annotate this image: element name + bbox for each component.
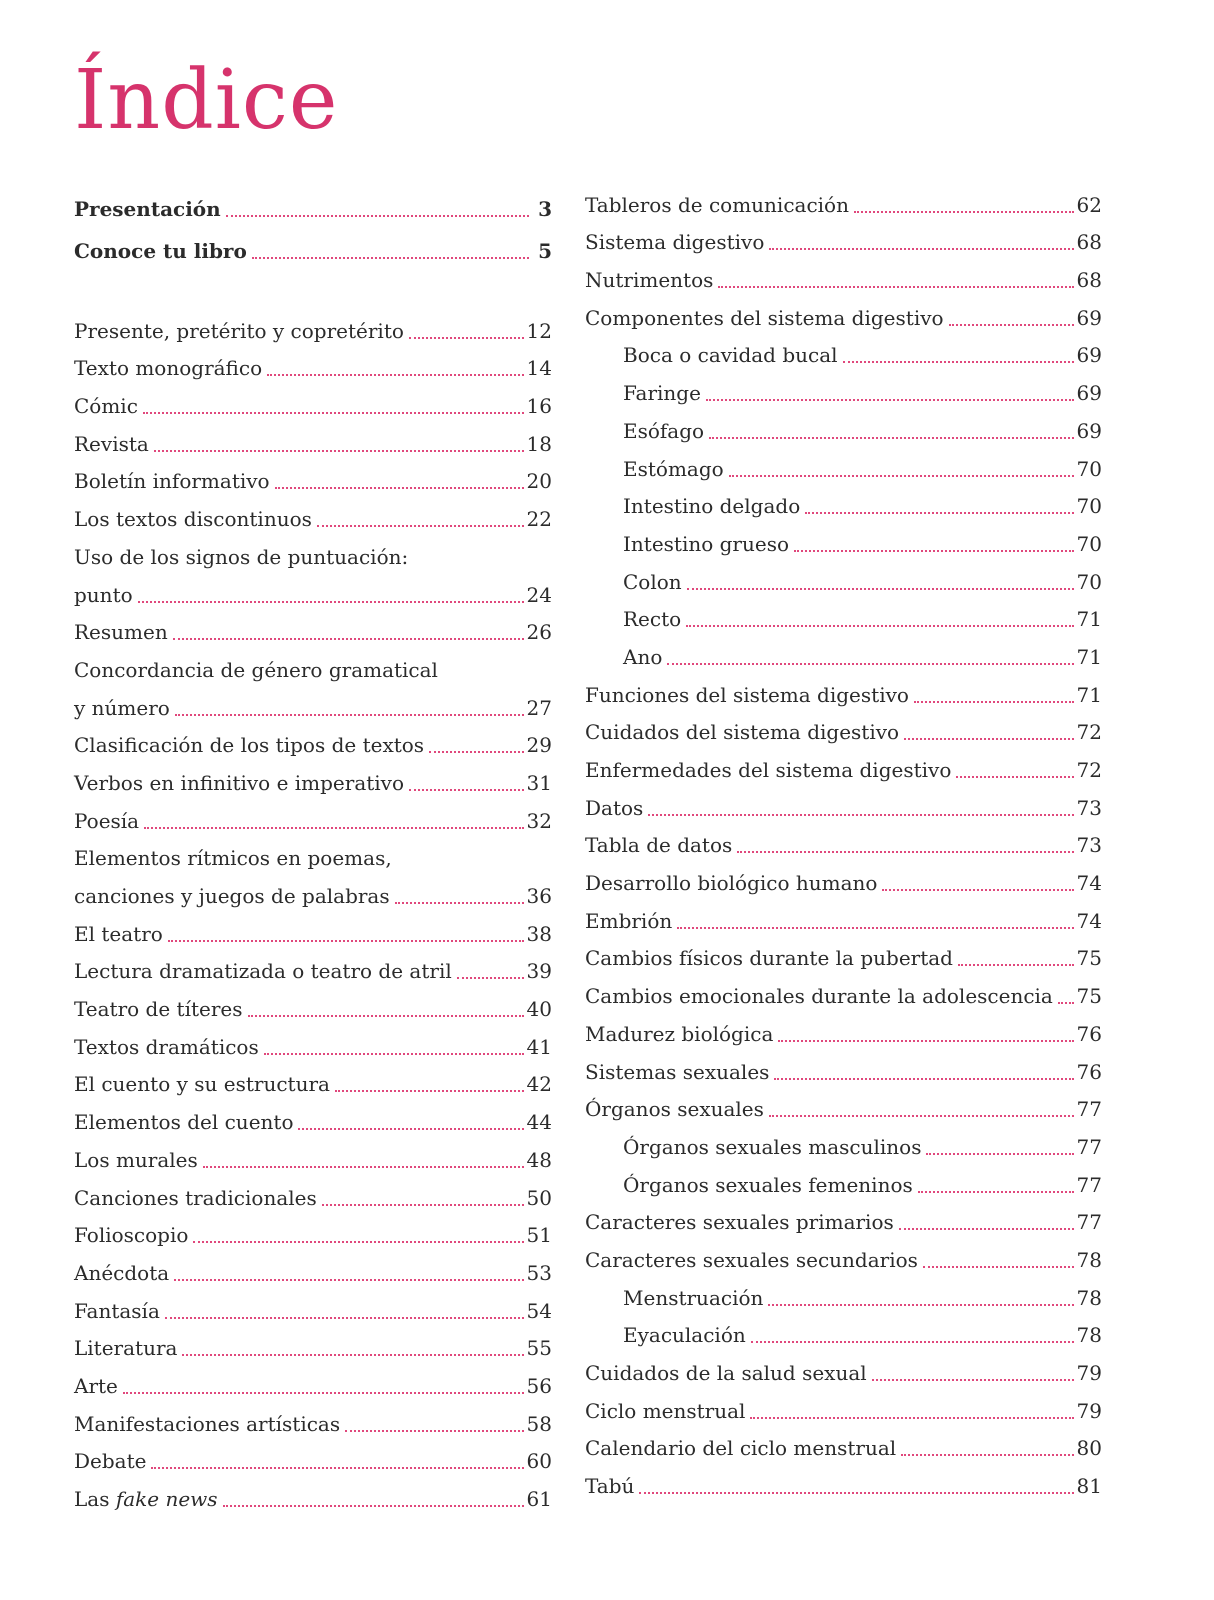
toc-entry[interactable] — [74, 1437, 552, 1475]
toc-entry-label: y número — [74, 695, 170, 720]
toc-entry-page-number: 29 — [526, 733, 552, 758]
toc-entry[interactable] — [74, 1060, 552, 1098]
dotted-leader — [769, 248, 1073, 250]
dotted-leader — [457, 977, 524, 979]
toc-entry-label: Componentes del sistema digestivo — [585, 305, 944, 330]
toc-entry-label: Intestino delgado — [623, 494, 801, 519]
toc-entry-label: Textos dramáticos — [74, 1034, 259, 1059]
toc-entry-page-number: 74 — [1076, 871, 1102, 896]
toc-entry-page-number: 31 — [526, 770, 552, 795]
toc-entry-label: Calendario del ciclo menstrual — [585, 1436, 897, 1461]
toc-entry-page-number: 69 — [1076, 381, 1102, 406]
toc-entry-label: Cuidados del sistema digestivo — [585, 720, 900, 745]
toc-entry-page-number: 78 — [1076, 1247, 1102, 1272]
dotted-leader — [639, 1492, 1073, 1494]
toc-entry-page-number: 27 — [526, 695, 552, 720]
dotted-leader — [298, 1128, 523, 1130]
toc-entry[interactable] — [74, 608, 552, 646]
dotted-leader — [706, 399, 1074, 401]
toc-entry-page-number: 72 — [1076, 720, 1102, 745]
toc-entry[interactable] — [74, 1286, 552, 1324]
toc-entry-page-number: 71 — [1076, 644, 1102, 669]
toc-entry-page-number: 69 — [1076, 418, 1102, 443]
dotted-leader — [872, 1379, 1074, 1381]
toc-entry-label: Cambios físicos durante la pubertad — [585, 946, 953, 971]
toc-entry-label: Folioscopio — [74, 1223, 189, 1248]
dotted-leader — [335, 1090, 524, 1092]
dotted-leader — [409, 789, 524, 791]
toc-entry-label: Cambios emocionales durante la adolescencia — [585, 984, 1053, 1009]
toc-entry[interactable] — [74, 909, 552, 947]
toc-entry[interactable] — [585, 368, 1102, 406]
toc-entry[interactable] — [74, 1173, 552, 1211]
toc-entry-label: El teatro — [74, 921, 163, 946]
toc-entry-page-number: 68 — [1076, 230, 1102, 255]
toc-entry-page-number: 3 — [538, 197, 552, 221]
toc-entry-label: Caracteres sexuales primarios — [585, 1210, 894, 1235]
dotted-leader — [182, 1354, 523, 1356]
toc-entry-page-number: 72 — [1076, 758, 1102, 782]
toc-entry-label: Presente, pretérito y copretérito — [74, 318, 404, 343]
toc-entry[interactable] — [74, 570, 552, 608]
toc-entry-label: Anécdota — [74, 1260, 170, 1285]
toc-right-column — [585, 180, 1102, 1499]
dotted-leader — [345, 1430, 523, 1432]
toc-entry-page-number: 77 — [1076, 1172, 1102, 1197]
dotted-leader — [778, 1040, 1073, 1042]
toc-entry-page-number: 70 — [1076, 531, 1102, 556]
toc-entry-page-number: 62 — [1076, 192, 1102, 217]
toc-entry[interactable] — [585, 557, 1102, 595]
dotted-leader — [1058, 1002, 1074, 1004]
dotted-leader — [854, 211, 1074, 213]
dotted-leader — [843, 361, 1074, 363]
toc-entry[interactable] — [585, 1348, 1102, 1386]
toc-entry[interactable] — [74, 834, 552, 872]
toc-entry-page-number: 56 — [526, 1373, 552, 1398]
dotted-leader — [949, 324, 1074, 326]
toc-entry-page-number: 80 — [1076, 1436, 1102, 1461]
toc-entry[interactable] — [585, 1122, 1102, 1160]
dotted-leader — [751, 1341, 1074, 1343]
dotted-leader — [648, 814, 1073, 816]
toc-entry-page-number: 75 — [1076, 946, 1102, 971]
dotted-leader — [193, 1241, 523, 1243]
toc-entry[interactable] — [585, 1273, 1102, 1311]
toc-entry-page-number: 42 — [526, 1072, 552, 1097]
dotted-leader — [275, 487, 524, 489]
toc-entry[interactable] — [74, 645, 552, 683]
toc-entry-page-number: 50 — [526, 1185, 552, 1210]
dotted-leader — [143, 412, 524, 414]
toc-entry-page-number: 32 — [526, 808, 552, 833]
dotted-leader — [151, 1467, 523, 1469]
toc-entry-label: Boletín informativo — [74, 469, 270, 494]
toc-entry-page-number: 73 — [1076, 795, 1102, 820]
toc-entry-label: Desarrollo biológico humano — [585, 871, 878, 896]
toc-entry-label: Faringe — [623, 381, 701, 406]
toc-entry[interactable] — [74, 180, 552, 222]
toc-entry-label: Manifestaciones artísticas — [74, 1411, 341, 1436]
dotted-leader — [248, 1015, 524, 1017]
toc-entry[interactable] — [74, 457, 552, 495]
toc-entry-label: Fantasía — [74, 1298, 160, 1323]
toc-entry-page-number: 70 — [1076, 494, 1102, 519]
toc-entry-page-number: 68 — [1076, 268, 1102, 293]
section-gap — [74, 264, 552, 306]
toc-entry[interactable] — [585, 896, 1102, 934]
dotted-leader — [168, 940, 524, 942]
toc-entry[interactable] — [585, 971, 1102, 1009]
toc-entry[interactable] — [585, 858, 1102, 896]
toc-entry[interactable] — [585, 1424, 1102, 1462]
dotted-leader — [904, 738, 1073, 740]
toc-entry-page-number: 71 — [1076, 607, 1102, 632]
toc-entry[interactable] — [74, 721, 552, 759]
dotted-leader — [899, 1228, 1074, 1230]
toc-entry-label: Nutrimentos — [585, 268, 714, 293]
dotted-leader — [926, 1153, 1073, 1155]
toc-entry[interactable] — [585, 1009, 1102, 1047]
toc-entry-label: Canciones tradicionales — [74, 1185, 317, 1210]
toc-entry-label: Ciclo menstrual — [585, 1398, 746, 1423]
toc-entry-page-number: 78 — [1076, 1285, 1102, 1310]
toc-entry[interactable] — [585, 1047, 1102, 1085]
toc-entry-label: Lectura dramatizada o teatro de atril — [74, 959, 452, 984]
toc-entry[interactable] — [585, 708, 1102, 746]
dotted-leader — [395, 902, 524, 904]
toc-entry-label: Verbos en infinitivo e imperativo — [74, 770, 405, 795]
dotted-leader — [958, 964, 1074, 966]
toc-entry[interactable] — [585, 1235, 1102, 1273]
toc-entry-page-number: 81 — [1076, 1474, 1102, 1499]
toc-entry-label: Sistema digestivo — [585, 230, 765, 255]
toc-entry-label: Recto — [623, 607, 682, 632]
dotted-leader — [123, 1392, 524, 1394]
toc-entry-page-number: 44 — [526, 1110, 552, 1135]
toc-entry-page-number: 71 — [1076, 682, 1102, 707]
toc-entry[interactable] — [585, 595, 1102, 633]
toc-entry-label: Texto monográfico — [74, 356, 263, 381]
toc-entry-page-number: 18 — [526, 431, 552, 456]
dotted-leader — [175, 714, 524, 716]
dotted-leader — [709, 437, 1073, 439]
toc-entry[interactable] — [74, 683, 552, 721]
toc-entry-page-number: 78 — [1076, 1323, 1102, 1348]
toc-entry[interactable] — [585, 783, 1102, 821]
dotted-leader — [737, 851, 1073, 853]
toc-entry[interactable] — [585, 482, 1102, 520]
toc-entry-label: Presentación — [74, 197, 221, 221]
toc-entry-label: Literatura — [74, 1336, 178, 1361]
dotted-leader — [165, 1317, 524, 1319]
toc-entry-page-number: 69 — [1076, 343, 1102, 368]
toc-entry[interactable] — [585, 180, 1102, 218]
toc-entry-page-number: 69 — [1076, 305, 1102, 330]
dotted-leader — [677, 927, 1073, 929]
toc-entry[interactable] — [585, 1311, 1102, 1349]
toc-entry[interactable] — [585, 331, 1102, 369]
toc-entry-page-number: 77 — [1076, 1097, 1102, 1122]
toc-entry[interactable] — [585, 670, 1102, 708]
toc-entry-label: Caracteres sexuales secundarios — [585, 1247, 918, 1272]
toc-entry-page-number: 48 — [526, 1147, 552, 1172]
dotted-leader — [267, 374, 523, 376]
dotted-leader — [409, 337, 524, 339]
toc-entry-label: Esófago — [623, 418, 705, 443]
toc-entry-label: Menstruación — [623, 1285, 764, 1310]
toc-entry[interactable] — [74, 419, 552, 457]
toc-entry-label: Embrión — [585, 908, 673, 933]
toc-entry-label: Órganos sexuales — [585, 1097, 764, 1122]
toc-entry[interactable] — [74, 1022, 552, 1060]
toc-entry[interactable] — [74, 1399, 552, 1437]
dotted-leader — [914, 701, 1074, 703]
toc-entry[interactable] — [74, 222, 552, 264]
toc-entry-page-number: 40 — [526, 997, 552, 1022]
toc-entry-label: Debate — [74, 1449, 147, 1474]
toc-entry[interactable] — [74, 1324, 552, 1362]
toc-entry-page-number: 73 — [1076, 833, 1102, 858]
toc-entry-label: Madurez biológica — [585, 1021, 774, 1046]
toc-entry-label: Elementos del cuento — [74, 1110, 294, 1135]
dotted-leader — [252, 257, 529, 259]
toc-entry[interactable] — [74, 306, 552, 344]
toc-entry-label: Eyaculación — [623, 1323, 746, 1348]
dotted-leader — [729, 475, 1074, 477]
dotted-leader — [173, 638, 524, 640]
toc-entry-page-number: 79 — [1076, 1361, 1102, 1385]
toc-entry[interactable] — [585, 821, 1102, 859]
toc-entry-label: Boca o cavidad bucal — [623, 343, 838, 368]
toc-entry[interactable] — [585, 632, 1102, 670]
toc-entry[interactable] — [585, 1386, 1102, 1424]
toc-entry-page-number: 12 — [526, 318, 552, 343]
toc-entry[interactable] — [74, 871, 552, 909]
toc-entry-page-number: 22 — [526, 507, 552, 532]
toc-entry-page-number: 39 — [526, 959, 552, 984]
toc-entry-page-number: 5 — [538, 239, 552, 263]
toc-entry-label: Órganos sexuales femeninos — [623, 1172, 913, 1197]
toc-entry-label: Órganos sexuales masculinos — [623, 1134, 922, 1159]
toc-entry-label: Tabla de datos — [585, 833, 733, 858]
toc-entry-label: Poesía — [74, 808, 140, 833]
toc-entry-page-number: 53 — [526, 1260, 552, 1285]
toc-entry-label: El cuento y su estructura — [74, 1072, 330, 1097]
toc-entry[interactable] — [585, 745, 1102, 783]
toc-entry-label: Cuidados de la salud sexual — [585, 1361, 867, 1385]
toc-entry[interactable] — [74, 758, 552, 796]
toc-entry-page-number: 58 — [526, 1411, 552, 1436]
toc-entry[interactable] — [74, 1211, 552, 1249]
toc-entry-page-number: 76 — [1076, 1059, 1102, 1084]
toc-entry-page-number: 38 — [526, 921, 552, 946]
toc-entry-label: Tabú — [585, 1474, 635, 1499]
toc-entry-label: punto — [74, 582, 133, 607]
toc-entry-page-number: 77 — [1076, 1210, 1102, 1235]
toc-entry-page-number: 70 — [1076, 569, 1102, 594]
toc-entry-label: canciones y juegos de palabras — [74, 884, 390, 908]
toc-entry-page-number: 16 — [526, 394, 552, 419]
toc-entry[interactable] — [585, 519, 1102, 557]
dotted-leader — [144, 827, 523, 829]
dotted-leader — [923, 1266, 1074, 1268]
toc-entry-label: Arte — [74, 1373, 118, 1398]
toc-entry[interactable] — [585, 1160, 1102, 1198]
toc-entry-page-number: 75 — [1076, 984, 1102, 1009]
toc-entry[interactable] — [585, 934, 1102, 972]
toc-entry[interactable] — [585, 1085, 1102, 1123]
toc-entry-label-italic: fake news — [115, 1487, 218, 1511]
toc-entry-page-number: 77 — [1076, 1134, 1102, 1159]
toc-entry-page-number: 70 — [1076, 456, 1102, 481]
toc-entry-label: Ano — [623, 644, 663, 669]
toc-entry[interactable] — [74, 947, 552, 985]
dotted-leader — [718, 286, 1073, 288]
toc-entry-label: Las fake news — [74, 1487, 218, 1511]
toc-entry-page-number: 79 — [1076, 1398, 1102, 1423]
toc-entry[interactable] — [585, 1461, 1102, 1499]
dotted-leader — [901, 1454, 1073, 1456]
dotted-leader — [226, 215, 529, 217]
dotted-leader — [918, 1191, 1074, 1193]
dotted-leader — [154, 450, 524, 452]
toc-entry-label: Enfermedades del sistema digestivo — [585, 758, 952, 782]
dotted-leader — [882, 889, 1073, 891]
toc-entry[interactable] — [74, 1248, 552, 1286]
toc-entry-label: Intestino grueso — [623, 531, 790, 556]
dotted-leader — [750, 1417, 1073, 1419]
dotted-leader — [768, 1304, 1073, 1306]
toc-entry-page-number: 14 — [526, 356, 552, 381]
toc-entry[interactable] — [585, 255, 1102, 293]
toc-entry[interactable] — [585, 1198, 1102, 1236]
toc-entry-label: Datos — [585, 795, 644, 820]
toc-entry-label: Teatro de títeres — [74, 997, 243, 1022]
toc-left-column — [74, 180, 552, 1512]
toc-entry-label: Colon — [623, 569, 682, 594]
toc-entry-page-number: 24 — [526, 582, 552, 607]
toc-entry-page-number: 55 — [526, 1336, 552, 1361]
toc-entry-label: Concordancia de género gramatical — [74, 657, 438, 682]
toc-entry[interactable] — [585, 444, 1102, 482]
toc-entry-page-number: 36 — [526, 884, 552, 908]
toc-entry[interactable] — [585, 218, 1102, 256]
toc-entry-label: Clasificación de los tipos de textos — [74, 733, 425, 758]
toc-entry-page-number: 74 — [1076, 908, 1102, 933]
page-title: Índice — [74, 53, 339, 148]
toc-entry[interactable] — [585, 293, 1102, 331]
toc-entry-label: Sistemas sexuales — [585, 1059, 770, 1084]
toc-entry-label: Tableros de comunicación — [585, 192, 849, 217]
dotted-leader — [805, 512, 1073, 514]
toc-entry[interactable] — [74, 532, 552, 570]
toc-entry-page-number: 26 — [526, 620, 552, 645]
dotted-leader — [203, 1166, 524, 1168]
toc-entry-label: Uso de los signos de puntuación: — [74, 544, 409, 569]
toc-entry-page-number: 76 — [1076, 1021, 1102, 1046]
toc-entry[interactable] — [74, 344, 552, 382]
toc-entry-page-number: 54 — [526, 1298, 552, 1323]
toc-entry[interactable] — [74, 494, 552, 532]
toc-entry-label: Cómic — [74, 394, 138, 419]
toc-entry[interactable] — [74, 381, 552, 419]
toc-entry-label: Conoce tu libro — [74, 239, 247, 263]
dotted-leader — [686, 625, 1073, 627]
dotted-leader — [956, 776, 1073, 778]
dotted-leader — [317, 525, 524, 527]
dotted-leader — [264, 1053, 524, 1055]
toc-entry-label: Funciones del sistema digestivo — [585, 682, 909, 707]
toc-entry-page-number: 61 — [526, 1487, 552, 1511]
toc-entry[interactable] — [74, 984, 552, 1022]
toc-entry-page-number: 20 — [526, 469, 552, 494]
dotted-leader — [794, 550, 1074, 552]
toc-entry-label: Estómago — [623, 456, 724, 481]
dotted-leader — [687, 588, 1074, 590]
dotted-leader — [429, 751, 523, 753]
toc-entry-page-number: 51 — [526, 1223, 552, 1248]
dotted-leader — [667, 663, 1073, 665]
dotted-leader — [223, 1505, 524, 1507]
toc-entry-page-number: 41 — [526, 1034, 552, 1059]
toc-entry[interactable] — [74, 1135, 552, 1173]
toc-entry[interactable] — [74, 1474, 552, 1512]
toc-entry[interactable] — [585, 406, 1102, 444]
dotted-leader — [769, 1115, 1074, 1117]
toc-entry-label: Los murales — [74, 1147, 198, 1172]
toc-entry[interactable] — [74, 1361, 552, 1399]
toc-entry-label: Los textos discontinuos — [74, 507, 312, 532]
toc-entry-label: Resumen — [74, 620, 168, 645]
dotted-leader — [774, 1078, 1073, 1080]
toc-entry[interactable] — [74, 1097, 552, 1135]
toc-entry-label: Elementos rítmicos en poemas, — [74, 846, 392, 871]
toc-entry-page-number: 60 — [526, 1449, 552, 1474]
toc-entry[interactable] — [74, 796, 552, 834]
dotted-leader — [138, 601, 524, 603]
dotted-leader — [322, 1204, 524, 1206]
dotted-leader — [174, 1279, 523, 1281]
toc-entry-label: Revista — [74, 431, 149, 456]
